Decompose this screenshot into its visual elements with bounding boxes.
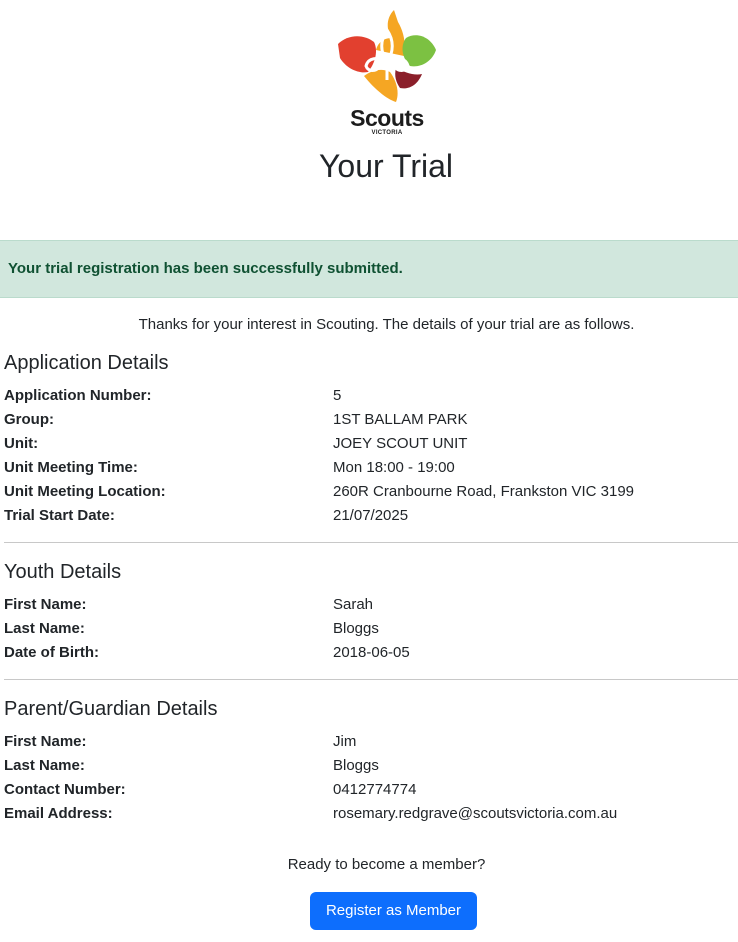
detail-label: Unit:: [4, 435, 39, 452]
detail-label: Last Name:: [4, 757, 85, 774]
success-alert-text: Your trial registration has been successfully submitted.: [8, 260, 403, 277]
membership-prompt: Ready to become a member?: [287, 856, 486, 873]
scouts-victoria-logo: [334, 6, 440, 138]
detail-value: 5: [333, 387, 342, 404]
section-divider: [4, 542, 738, 543]
detail-row: [0, 506, 738, 530]
success-alert: [0, 240, 738, 298]
detail-label: Last Name:: [4, 620, 85, 637]
detail-label: Group:: [4, 411, 54, 428]
detail-value: Jim: [333, 733, 357, 750]
detail-label: Contact Number:: [4, 781, 126, 798]
register-as-member-button[interactable]: Register as Member: [310, 892, 477, 930]
detail-value: rosemary.redgrave@scoutsvictoria.com.au: [333, 805, 618, 822]
section-divider: [4, 679, 738, 680]
logo-wordmark: Scouts: [350, 105, 424, 131]
detail-row: [0, 386, 738, 410]
youth-details-heading: Youth Details: [4, 561, 122, 583]
detail-label: Unit Meeting Location:: [4, 483, 166, 500]
detail-label: First Name:: [4, 733, 87, 750]
detail-value: 0412774774: [333, 781, 417, 798]
detail-value: Bloggs: [333, 620, 379, 637]
detail-row: [0, 482, 738, 506]
detail-value: JOEY SCOUT UNIT: [333, 435, 468, 452]
page-title: Your Trial: [319, 148, 453, 184]
detail-value: Mon 18:00 - 19:00: [333, 459, 455, 476]
detail-row: [0, 643, 738, 667]
detail-row: [0, 619, 738, 643]
detail-value: 2018-06-05: [333, 644, 410, 661]
logo-subtext: VICTORIA: [371, 130, 403, 136]
detail-row: [0, 410, 738, 434]
detail-value: 260R Cranbourne Road, Frankston VIC 3199: [333, 483, 635, 500]
detail-row: [0, 804, 738, 828]
detail-row: [0, 434, 738, 458]
detail-label: Date of Birth:: [4, 644, 99, 661]
detail-label: Unit Meeting Time:: [4, 459, 138, 476]
detail-label: Email Address:: [4, 805, 113, 822]
detail-row: [0, 756, 738, 780]
fleur-de-lis-icon: [334, 6, 440, 106]
detail-value: 1ST BALLAM PARK: [333, 411, 468, 428]
detail-row: [0, 780, 738, 804]
detail-row: [0, 732, 738, 756]
intro-text: Thanks for your interest in Scouting. The details of your trial are as follows.: [138, 316, 635, 333]
detail-value: Bloggs: [333, 757, 379, 774]
detail-label: First Name:: [4, 596, 87, 613]
parent-details-heading: Parent/Guardian Details: [4, 698, 218, 720]
detail-value: Sarah: [333, 596, 374, 613]
application-details-heading: Application Details: [4, 352, 169, 374]
detail-row: [0, 595, 738, 619]
detail-label: Trial Start Date:: [4, 507, 115, 524]
detail-label: Application Number:: [4, 387, 152, 404]
detail-value: 21/07/2025: [333, 507, 409, 524]
detail-row: [0, 458, 738, 482]
